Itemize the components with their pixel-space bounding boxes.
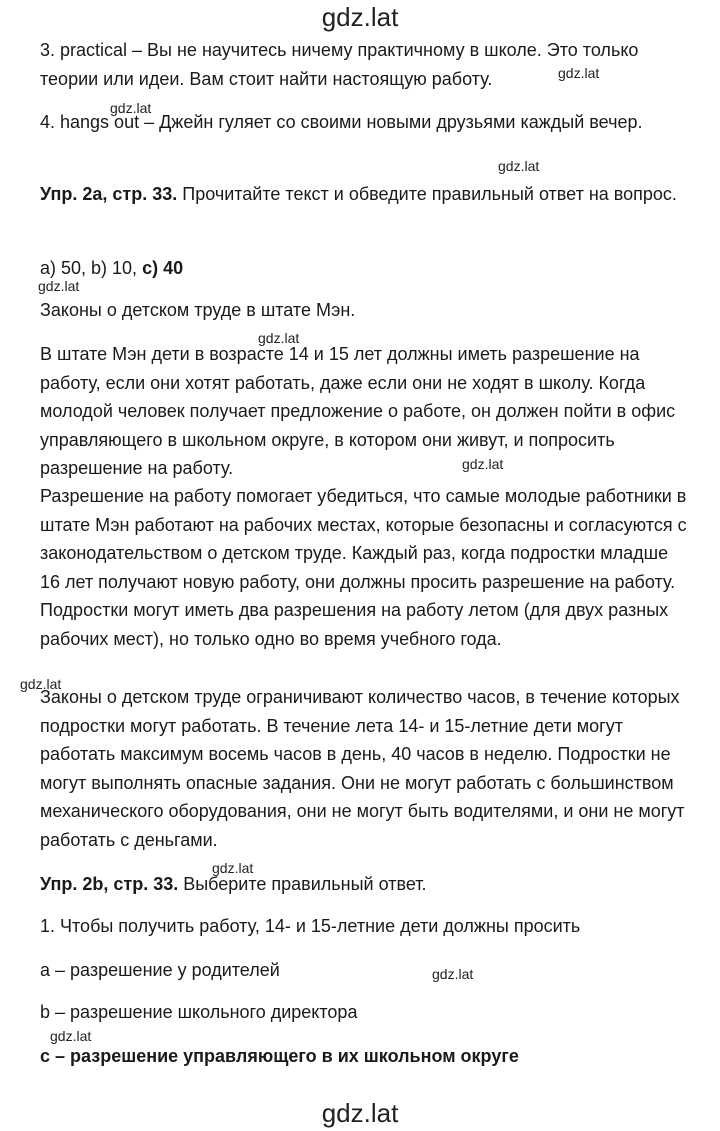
option-b: b – разрешение школьного директора: [40, 1002, 358, 1022]
item-3: 3. practical – Вы не научитесь ничему практичному в школе. Это только теории или идеи. Вам стоит найти настоящую работу.: [40, 40, 639, 89]
watermark: gdz.lat: [50, 1028, 92, 1044]
watermark: gdz.lat: [20, 676, 62, 692]
text-paragraph-1: В штате Мэн дети в возрасте 14 и 15 лет должны иметь разрешение на работу, если они хотят работать, даже если они не ходят в школу. Когда молодой человек получает предложение о работе, он должен пойти в офис управляющего в школьном округе, в котором они живут, и попросить разрешение на работу.: [40, 344, 676, 478]
watermark-top: gdz.lat: [321, 2, 399, 32]
exercise-2a-label: Упр. 2a, стр. 33.: [40, 184, 178, 204]
text-paragraph-3: Законы о детском труде ограничивают количество часов, в течение которых подростки могут работать. В течение лета 14- и 15-летние дети могут работать максимум восемь часов в день, 40 часов в неделю. Подростки не могут выполнять опасные задания. Они не могут работать с большинством механического оборудования, они не могут быть водителями, и они не могут работать с деньгами.: [40, 687, 685, 850]
watermark-bottom: gdz.lat: [321, 1098, 399, 1128]
correct-answer: c) 40: [142, 258, 184, 278]
options-plain: a) 50, b) 10,: [40, 258, 143, 278]
watermark: gdz.lat: [462, 456, 504, 472]
watermark: gdz.lat: [258, 330, 300, 346]
watermark: gdz.lat: [212, 860, 254, 876]
text-title: Законы о детском труде в штате Мэн.: [40, 300, 356, 320]
exercise-2b-heading: [40, 870, 690, 899]
option-c-correct: c – разрешение управляющего в их школьном округе: [40, 1046, 519, 1066]
exercise-2a-options: [40, 254, 690, 283]
exercise-2a-instruction: Прочитайте текст и обведите правильный ответ на вопрос.: [177, 184, 677, 204]
watermark: gdz.lat: [110, 100, 152, 116]
watermark: gdz.lat: [38, 278, 80, 294]
text-paragraph-2: Разрешение на работу помогает убедиться, что самые молодые работники в штате Мэн работают на рабочих местах, которые безопасны и согласуются с законодательством о детском труде. Каждый раз, когда подростки младше 16 лет получают новую работу, они должны просить разрешение на работу. Подростки могут иметь два разрешения на работу летом (для двух разных рабочих мест), но только одно во время учебного года.: [40, 486, 687, 649]
exercise-2b-instruction: Выберите правильный ответ.: [178, 874, 427, 894]
watermark: gdz.lat: [558, 65, 600, 81]
option-a: a – разрешение у родителей: [40, 960, 280, 980]
exercise-2b-label: Упр. 2b, стр. 33.: [40, 874, 179, 894]
item-4: 4. hangs out – Джейн гуляет со своими новыми друзьями каждый вечер.: [40, 112, 643, 132]
exercise-2b-question: 1. Чтобы получить работу, 14- и 15-летние дети должны просить: [40, 916, 581, 936]
watermark: gdz.lat: [432, 966, 474, 982]
watermark: gdz.lat: [498, 158, 540, 174]
exercise-2a-heading: [40, 180, 690, 209]
